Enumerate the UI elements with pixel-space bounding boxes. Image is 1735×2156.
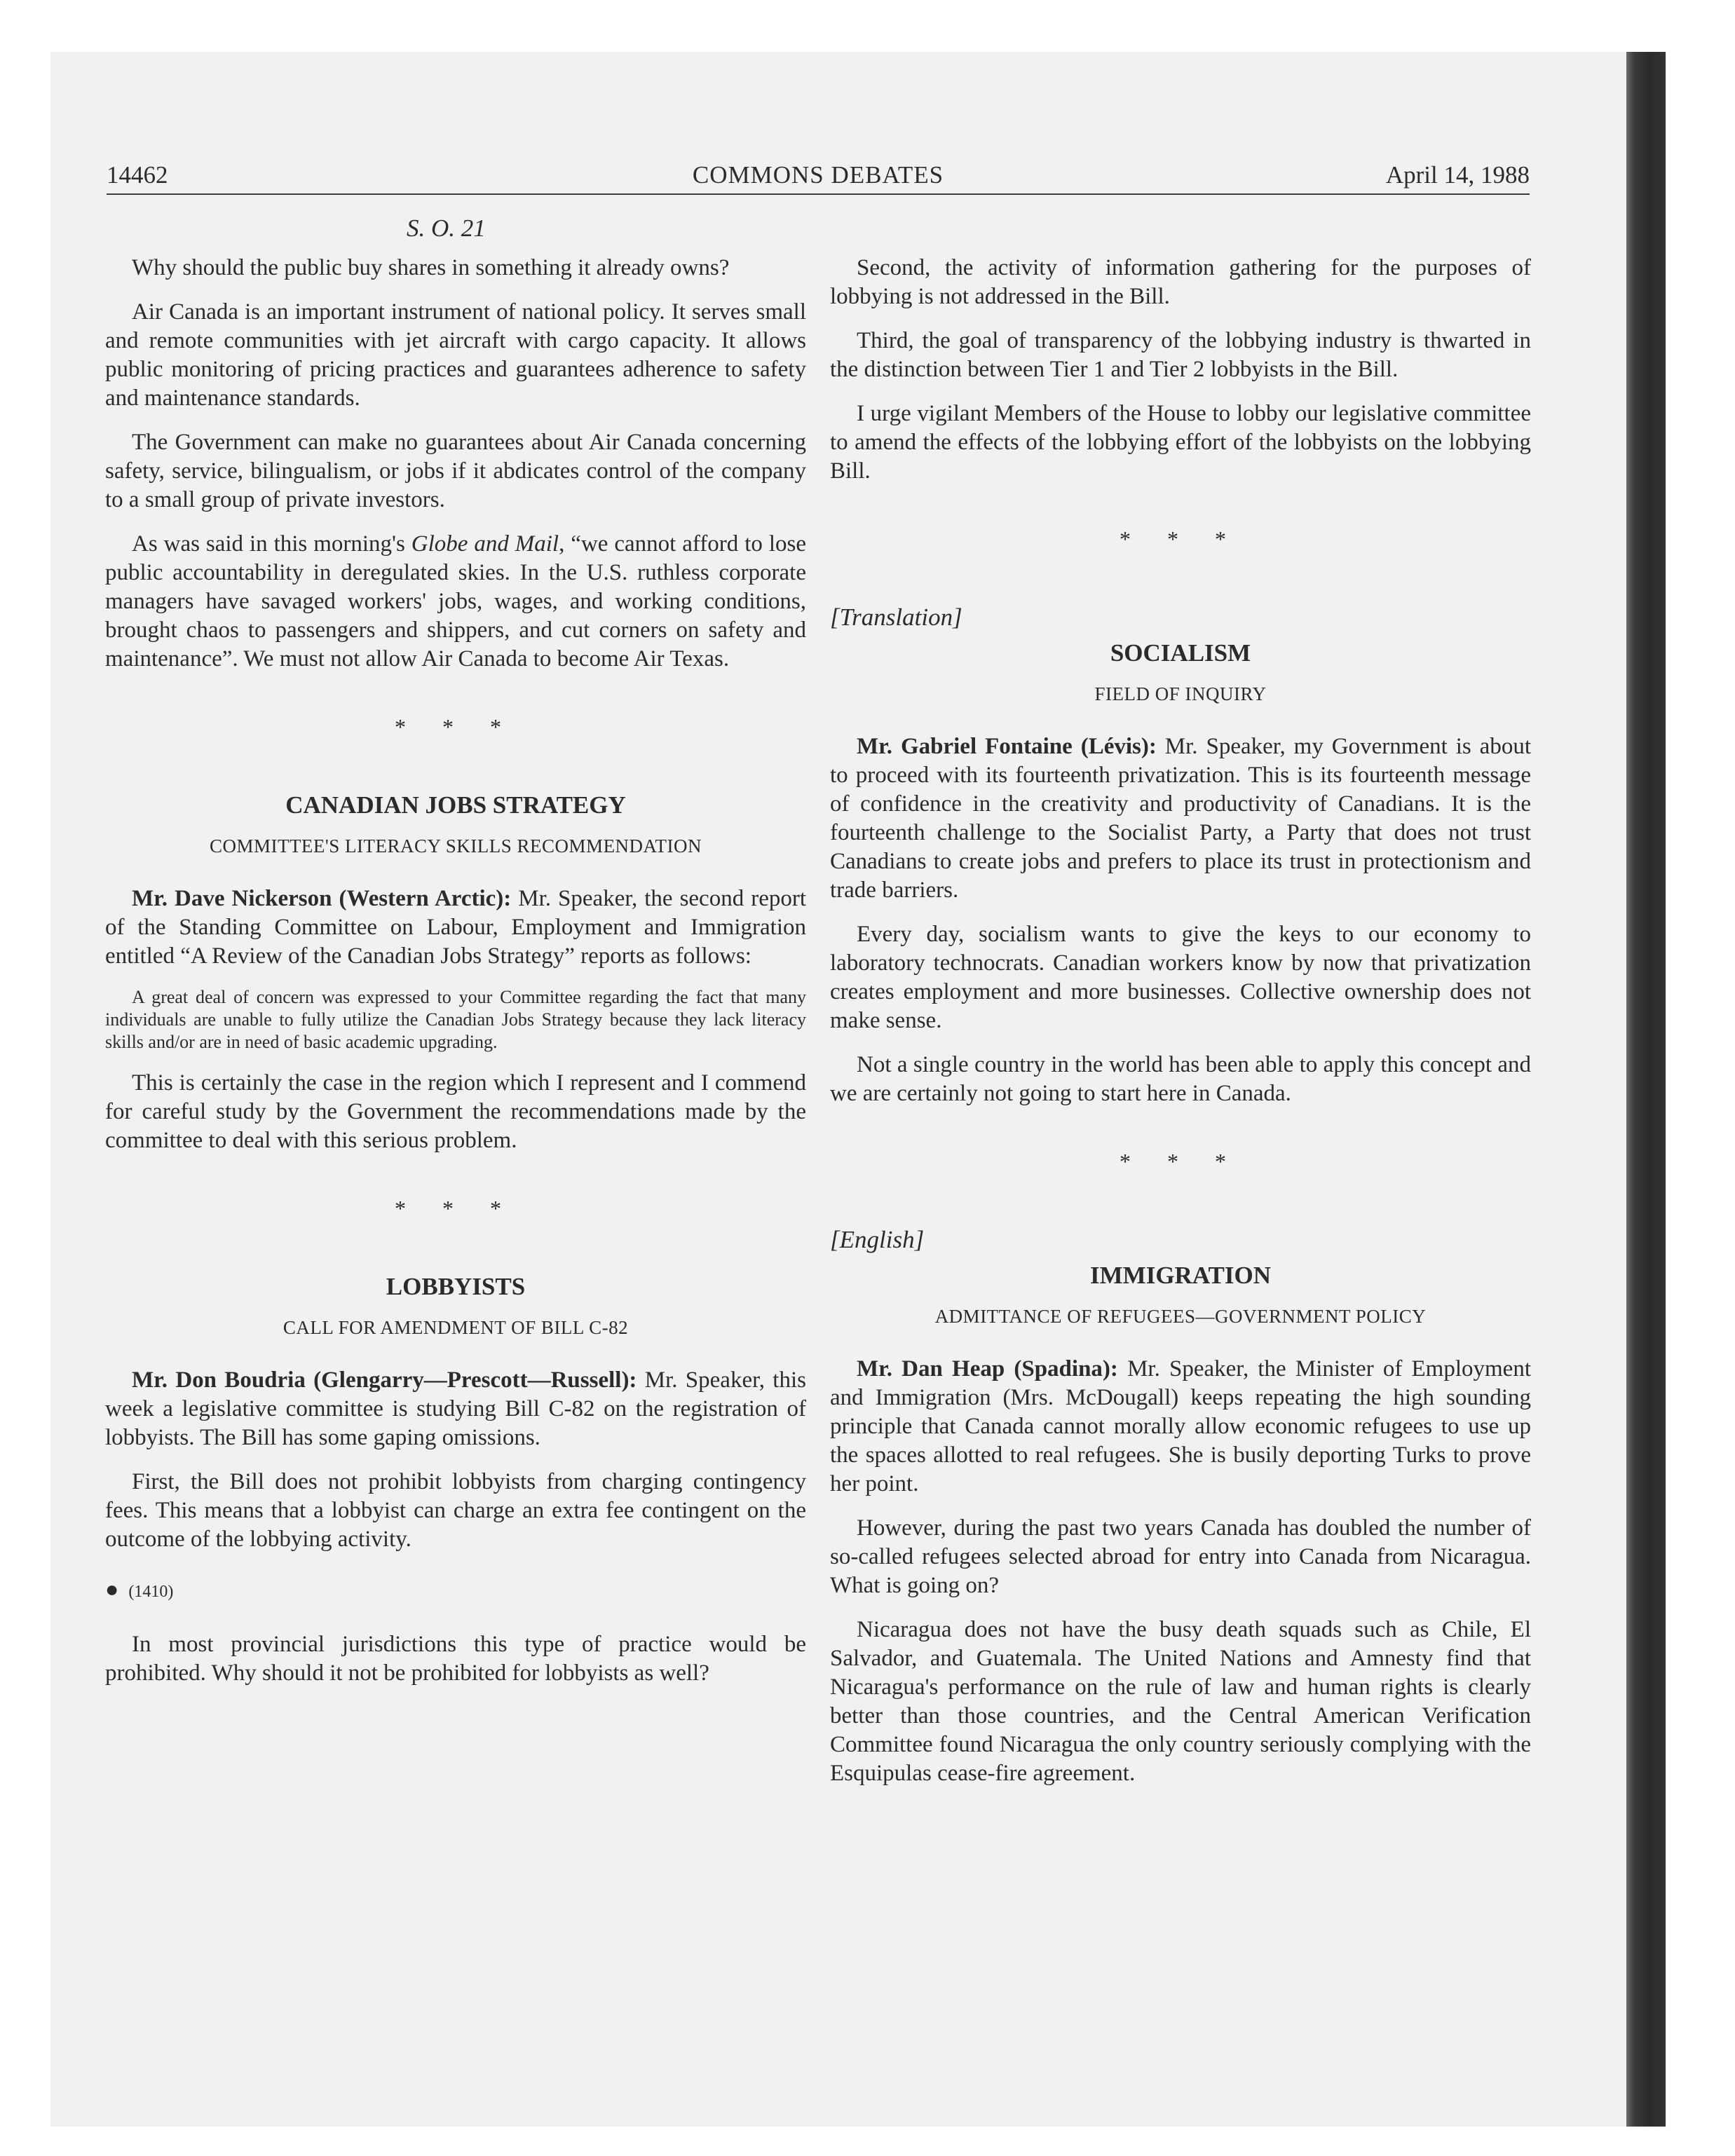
section-subheading: CALL FOR AMENDMENT OF BILL C-82 bbox=[283, 1317, 629, 1338]
newspaper-title: Globe and Mail bbox=[411, 531, 559, 557]
speaker-name: Mr. Gabriel Fontaine (Lévis): bbox=[857, 734, 1157, 759]
paragraph: Why should the public buy shares in something it already owns? bbox=[132, 255, 730, 280]
paragraph bbox=[105, 1366, 806, 1452]
text-run: Mr. Speaker, my Government is about to proceed with its fourteenth privatization. This is its fourteenth message of confidence in the creativity and productivity of Canadians. It is the fourteenth challenge to the Socialist Party, a Party that does not trust Canadians to create jobs and prefers to place its trust in protectionism and trade barriers. bbox=[830, 734, 1531, 903]
scan-edge-shadow bbox=[1626, 52, 1666, 2127]
language-marker: [Translation] bbox=[830, 603, 962, 631]
section-heading: LOBBYISTS bbox=[386, 1273, 526, 1300]
paragraph: Nicaragua does not have the busy death squads such as Chile, El Salvador, and Guatemala. The United Nations and Amnesty find that Nicaragua's performance on the rule of law and human rights is clearly better than those countries, and the Central American Verification Committee found Nicaragua the only country seriously complying with the Esquipulas cease-fire agreement. bbox=[830, 1617, 1531, 1786]
paragraph: The Government can make no guarantees about Air Canada concerning safety, service, bilingualism, or jobs if it abdicates control of the company to a small group of private investors. bbox=[105, 430, 806, 512]
paragraph bbox=[105, 530, 806, 674]
paragraph: Not a single country in the world has been able to apply this concept and we are certainly not going to start here in Canada. bbox=[830, 1052, 1531, 1106]
paragraph: In most provincial jurisdictions this type of practice would be prohibited. Why should it not be prohibited for lobbyists as well? bbox=[105, 1632, 806, 1686]
time-marker bbox=[105, 1575, 806, 1606]
section-separator: * * * bbox=[1120, 526, 1241, 552]
paragraph: Second, the activity of information gathering for the purposes of lobbying is not addressed in the Bill. bbox=[830, 255, 1531, 309]
section-separator: * * * bbox=[395, 714, 517, 739]
text-run: Mr. Speaker, this week a legislative committee is studying Bill C-82 on the registration of lobbyists. The Bill has some gaping omissions. bbox=[105, 1367, 806, 1450]
section-heading: CANADIAN JOBS STRATEGY bbox=[285, 791, 626, 819]
paragraph bbox=[105, 885, 806, 971]
section-subheading: ADMITTANCE OF REFUGEES—GOVERNMENT POLICY bbox=[934, 1306, 1427, 1327]
section-subheading: FIELD OF INQUIRY bbox=[1094, 683, 1267, 704]
section-subheading: COMMITTEE'S LITERACY SKILLS RECOMMENDATION bbox=[209, 835, 702, 857]
section-separator: * * * bbox=[1120, 1149, 1241, 1174]
paragraph bbox=[830, 732, 1531, 905]
bullet-icon: ● bbox=[105, 1576, 119, 1602]
text-run: As was said in this morning's bbox=[132, 531, 411, 557]
paragraph: First, the Bill does not prohibit lobbyists from charging contingency fees. This means that a lobbyist can charge an extra fee contingent on the outcome of the lobbying activity. bbox=[105, 1469, 806, 1552]
section-marker: S. O. 21 bbox=[407, 214, 486, 242]
section-heading: SOCIALISM bbox=[1110, 639, 1251, 667]
section-heading: IMMIGRATION bbox=[1090, 1262, 1271, 1289]
speaker-name: Mr. Dave Nickerson (Western Arctic): bbox=[132, 886, 512, 911]
speaker-name: Mr. Dan Heap (Spadina): bbox=[857, 1356, 1118, 1381]
paragraph: This is certainly the case in the region which I represent and I commend for careful study by the Government the recommendations made by the committee to deal with this serious problem. bbox=[105, 1070, 806, 1153]
paragraph bbox=[830, 1355, 1531, 1499]
block-quote: A great deal of concern was expressed to your Committee regarding the fact that many individuals are unable to fully utilize the Canadian Jobs Strategy because they lack literacy skills and/or are in need of basic academic upgrading. bbox=[105, 987, 806, 1052]
text-run: , “we cannot afford to lose public accountability in deregulated skies. In the U.S. ruthless corporate managers have savaged workers' jobs, wages, and working conditions, brought chaos to passengers and shippers, and cut corners on safety and maintenance”. We must not allow Air Canada to become Air Texas. bbox=[105, 531, 806, 671]
text-run: Mr. Speaker, the second report of the Standing Committee on Labour, Employment and Immigration entitled “A Review of the Canadian Jobs Strategy” reports as follows: bbox=[105, 886, 806, 969]
page-header bbox=[107, 158, 1530, 195]
publication-date: April 14, 1988 bbox=[1385, 161, 1530, 189]
page-number: 14462 bbox=[107, 161, 168, 189]
paragraph: Third, the goal of transparency of the lobbying industry is thwarted in the distinction between Tier 1 and Tier 2 lobbyists in the Bill. bbox=[830, 328, 1531, 382]
paragraph: Every day, socialism wants to give the keys to our economy to laboratory technocrats. Canadian workers know by now that privatization creates employment and more businesses. Collective ownership does not make sense. bbox=[830, 922, 1531, 1033]
time-marker-text: (1410) bbox=[128, 1583, 174, 1601]
right-column bbox=[830, 254, 1531, 1803]
paragraph: Air Canada is an important instrument of national policy. It serves small and remote communities with jet aircraft with cargo capacity. It allows public monitoring of pricing practices and guarantees adherence to safety and maintenance standards. bbox=[105, 299, 806, 411]
paragraph: I urge vigilant Members of the House to lobby our legislative committee to amend the effects of the lobbying effort of the lobbyists on the lobbying Bill. bbox=[830, 401, 1531, 484]
left-column bbox=[105, 254, 806, 1703]
section-separator: * * * bbox=[395, 1196, 517, 1221]
language-marker: [English] bbox=[830, 1226, 925, 1253]
publication-title: COMMONS DEBATES bbox=[692, 161, 944, 189]
speaker-name: Mr. Don Boudria (Glengarry—Prescott—Russell): bbox=[132, 1367, 637, 1393]
paragraph: However, during the past two years Canada has doubled the number of so-called refugees selected abroad for entry into Canada from Nicaragua. What is going on? bbox=[830, 1515, 1531, 1598]
text-run: Mr. Speaker, the Minister of Employment and Immigration (Mrs. McDougall) keeps repeating the high sounding principle that Canada cannot morally allow economic refugees to use up the spaces allotted to real refugees. She is busily deporting Turks to prove her point. bbox=[830, 1356, 1531, 1496]
